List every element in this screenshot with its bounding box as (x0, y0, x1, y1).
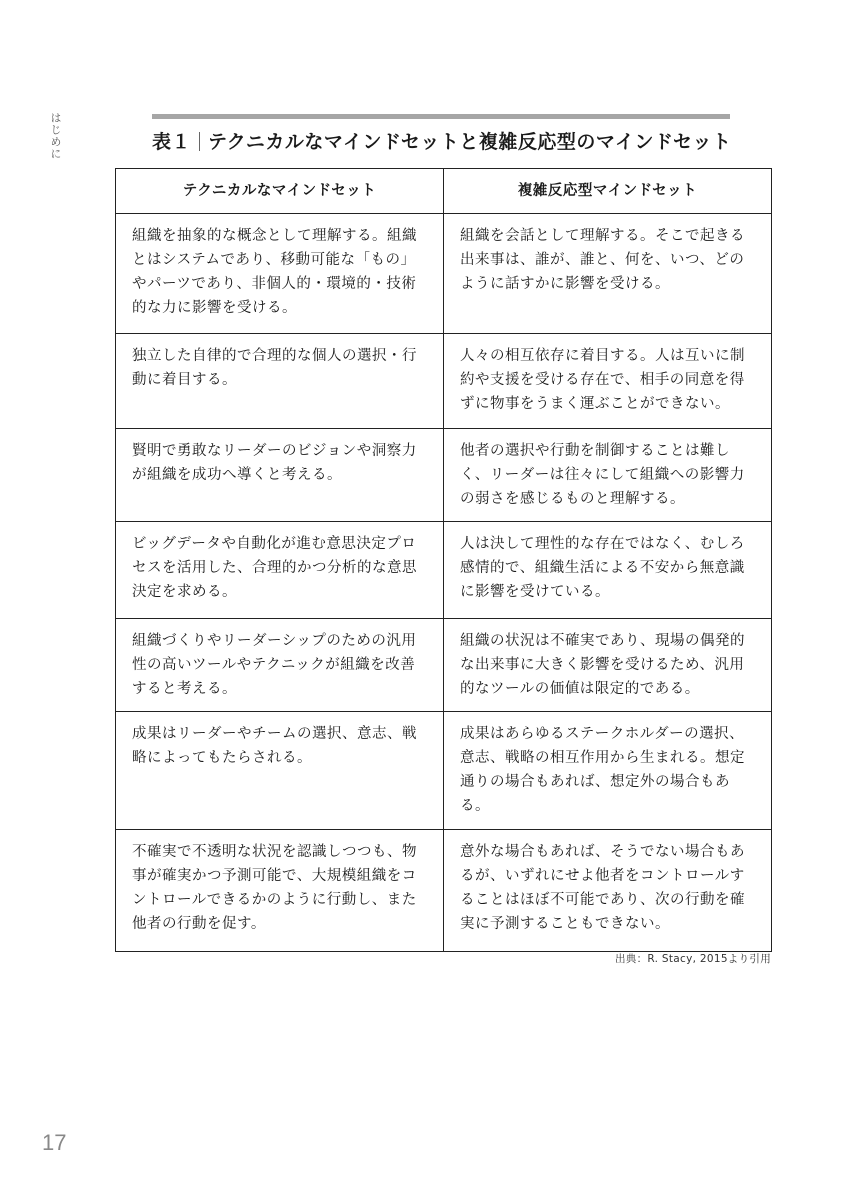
technical-cell: 成果はリーダーやチームの選択、意志、戦略によってもたらされる。 (116, 712, 444, 830)
table-row (116, 334, 772, 429)
top-rule (152, 114, 730, 119)
caption-title: テクニカルなマインドセットと複雑反応型のマインドセット (208, 131, 732, 153)
technical-cell: 賢明で勇敢なリーダーのビジョンや洞察力が組織を成功へ導くと考える。 (116, 429, 444, 522)
source-citation: 出典：R. Stacy, 2015より引用 (615, 953, 771, 965)
table-row (116, 214, 772, 334)
caption-separator (199, 132, 200, 151)
header-complex-responsive: 複雑反応型マインドセット (444, 169, 772, 214)
complex-cell: 人は決して理性的な存在ではなく、むしろ感情的で、組織生活による不安から無意識に影響を受けている。 (444, 522, 772, 619)
caption-number: 表１ (152, 131, 192, 153)
technical-cell: 組織づくりやリーダーシップのための汎用性の高いツールやテクニックが組織を改善すると考える。 (116, 619, 444, 712)
header-technical: テクニカルなマインドセット (116, 169, 444, 214)
complex-cell: 成果はあらゆるステークホルダーの選択、意志、戦略の相互作用から生まれる。想定通りの場合もあれば、想定外の場合もある。 (444, 712, 772, 830)
table-row (116, 830, 772, 952)
technical-cell: ビッグデータや自動化が進む意思決定プロセスを活用した、合理的かつ分析的な意思決定を求める。 (116, 522, 444, 619)
table-row (116, 522, 772, 619)
complex-cell: 人々の相互依存に着目する。人は互いに制約や支援を受ける存在で、相手の同意を得ずに物事をうまく運ぶことができない。 (444, 334, 772, 429)
complex-cell: 意外な場合もあれば、そうでない場合もあるが、いずれにせよ他者をコントロールすることはほぼ不可能であり、次の行動を確実に予測することもできない。 (444, 830, 772, 952)
table-row (116, 619, 772, 712)
chapter-label: はじめに (49, 112, 62, 160)
mindset-comparison-table (115, 168, 772, 952)
complex-cell: 組織の状況は不確実であり、現場の偶発的な出来事に大きく影響を受けるため、汎用的なツールの価値は限定的である。 (444, 619, 772, 712)
complex-cell: 組織を会話として理解する。そこで起きる出来事は、誰が、誰と、何を、いつ、どのように話すかに影響を受ける。 (444, 214, 772, 334)
page-number: 17 (42, 1130, 67, 1155)
table-row (116, 429, 772, 522)
table-header-row (116, 169, 772, 214)
technical-cell: 不確実で不透明な状況を認識しつつも、物事が確実かつ予測可能で、大規模組織をコントロールできるかのように行動し、また他者の行動を促す。 (116, 830, 444, 952)
table-row (116, 712, 772, 830)
technical-cell: 組織を抽象的な概念として理解する。組織とはシステムであり、移動可能な「もの」やパーツであり、非個人的・環境的・技術的な力に影響を受ける。 (116, 214, 444, 334)
complex-cell: 他者の選択や行動を制御することは難しく、リーダーは往々にして組織への影響力の弱さを感じるものと理解する。 (444, 429, 772, 522)
technical-cell: 独立した自律的で合理的な個人の選択・行動に着目する。 (116, 334, 444, 429)
table-caption (152, 128, 730, 156)
